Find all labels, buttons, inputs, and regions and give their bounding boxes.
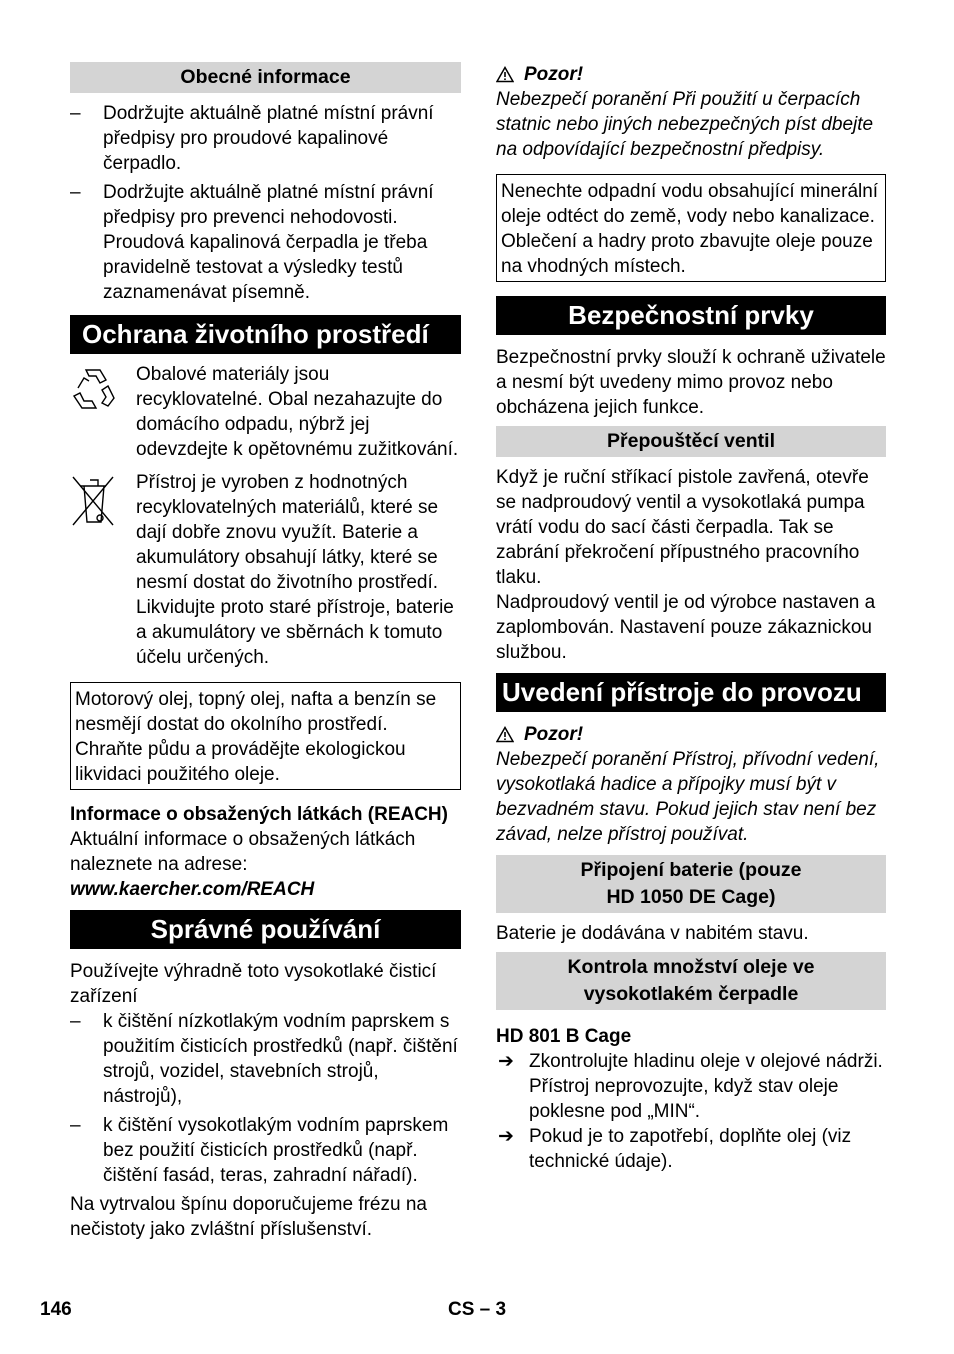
instruction-note: Přístroj neprovozujte, když stav oleje poklesne pod „MIN“.: [529, 1076, 839, 1122]
reach-heading: Informace o obsažených látkách (REACH): [70, 804, 448, 825]
battery-heading: Připojení baterie (pouze HD 1050 DE Cage): [496, 855, 886, 913]
model-heading: HD 801 B Cage: [496, 1026, 632, 1047]
safety-devices-heading: Bezpečnostní prvky: [496, 296, 886, 335]
arrow-right-icon: ➔: [498, 1051, 514, 1072]
intended-use-outro: Na vytrvalou špínu doporučujeme frézu na nečistoty jako zvláštní příslušenství.: [70, 1194, 427, 1240]
disposal-block: Přístroj je vyroben z hodnotných recyklovatelných materiálů, které se dají dobře znovu využít. Baterie a akumulátory obsahují látky, které se nesmí dostat do životního prostředí. Likvidujte proto staré přístroje, baterie a akumulátory ve sběrnách k tomuto účelu určených.: [70, 470, 461, 670]
warning-text: Nebezpečí poranění Přístroj, přívodní vedení, vysokotlaká hadice a přípojky musí být v bezvadném stavu. Pokud jejich stav není bez závad, nelze přístroj používat.: [496, 749, 880, 845]
safety-devices-text: Bezpečnostní prvky slouží k ochraně uživatele a nesmí být uvedeny mimo provoz nebo obcházena jejich funkce.: [496, 347, 886, 418]
reach-text: Aktuální informace o obsažených látkách naleznete na adrese:: [70, 829, 416, 875]
dash-marker: –: [70, 182, 81, 203]
right-column: [496, 62, 886, 1174]
battery-text: Baterie je dodávána v nabitém stavu.: [496, 923, 809, 944]
intended-use-heading: Správné používání: [70, 910, 461, 949]
arrow-right-icon: ➔: [498, 1126, 514, 1147]
engine-oil-notice: Motorový olej, topný olej, nafta a benzín se nesmějí dostat do okolního prostředí. Chraňte půdu a provádějte ekologickou likvidaci použitého oleje.: [70, 682, 461, 790]
general-info-heading: Obecné informace: [70, 62, 461, 93]
warning-text: Nebezpečí poranění Při použití u čerpacích statnic nebo jiných nebezpečných píst dbejte na odpovídající bezpečnostní předpisy.: [496, 89, 874, 160]
warning-label: Pozor!: [496, 722, 886, 747]
recycle-block: Obalové materiály jsou recyklovatelné. Obal nezahazujte do domácího odpadu, nýbrž jej odevzdejte k opětovnému zužitkování.: [70, 362, 461, 462]
left-column: [70, 62, 461, 1242]
dash-marker: –: [70, 103, 81, 124]
page-number: 146: [40, 1299, 72, 1320]
warning-triangle-icon: [496, 66, 514, 83]
waste-water-notice: Nenechte odpadní vodu obsahující minerální oleje odtéct do země, vody nebo kanalizace. Oblečení a hadry proto zbavujte oleje pouze na vhodných místech.: [496, 174, 886, 282]
intended-use-item: – k čištění nízkotlakým vodním paprskem s použitím čisticích prostředků (např. čištění strojů, vozidel, stavebních strojů, nástrojů),: [70, 1011, 458, 1107]
section-label: CS – 3: [448, 1299, 507, 1320]
dash-marker: –: [70, 1011, 81, 1032]
environment-heading: Ochrana životního prostředí: [70, 315, 461, 354]
dash-marker: –: [70, 1115, 81, 1136]
start-up-heading: Uvedení přístroje do provozu: [496, 673, 886, 712]
crossed-bin-icon: [70, 474, 116, 528]
warning-label: Pozor!: [496, 62, 886, 87]
overflow-valve-heading: Přepouštěcí ventil: [496, 426, 886, 457]
recycle-icon: [70, 366, 116, 410]
overflow-valve-text: Když je ruční stříkací pistole zavřená, otevře se nadproudový ventil a vysokotlaká pumpa vrátí vodu do sací části čerpadla. Tak se zabrání překročení přípustného pracovního tlaku.: [496, 467, 869, 588]
overflow-valve-text-2: Nadproudový ventil je od výrobce nastaven a zaplombován. Nastavení pouze zákaznickou službou.: [496, 592, 876, 663]
general-info-item: – Dodržujte aktuálně platné místní právní předpisy pro proudové kapalinové čerpadlo.: [70, 103, 434, 174]
oil-check-heading: Kontrola množství oleje ve vysokotlakém čerpadle: [496, 952, 886, 1010]
warning-triangle-icon: [496, 726, 514, 743]
general-info-item: – Dodržujte aktuálně platné místní právní předpisy pro prevenci nehodovosti. Proudová kapalinová čerpadla je třeba pravidelně testovat a výsledky testů zaznamenávat písemně.: [70, 182, 434, 303]
instruction-step: ➔ Pokud je to zapotřebí, doplňte olej (viz technické údaje).: [498, 1126, 852, 1172]
intended-use-item: – k čištění vysokotlakým vodním paprskem bez použití čisticích prostředků (např. čištění fasád, teras, zahradní nářadí).: [70, 1115, 449, 1186]
reach-url[interactable]: www.kaercher.com/REACH: [70, 879, 315, 900]
instruction-step: ➔ Zkontrolujte hladinu oleje v olejové nádrži.: [498, 1051, 883, 1072]
intended-use-intro: Používejte výhradně toto vysokotlaké čisticí zařízení: [70, 961, 437, 1007]
